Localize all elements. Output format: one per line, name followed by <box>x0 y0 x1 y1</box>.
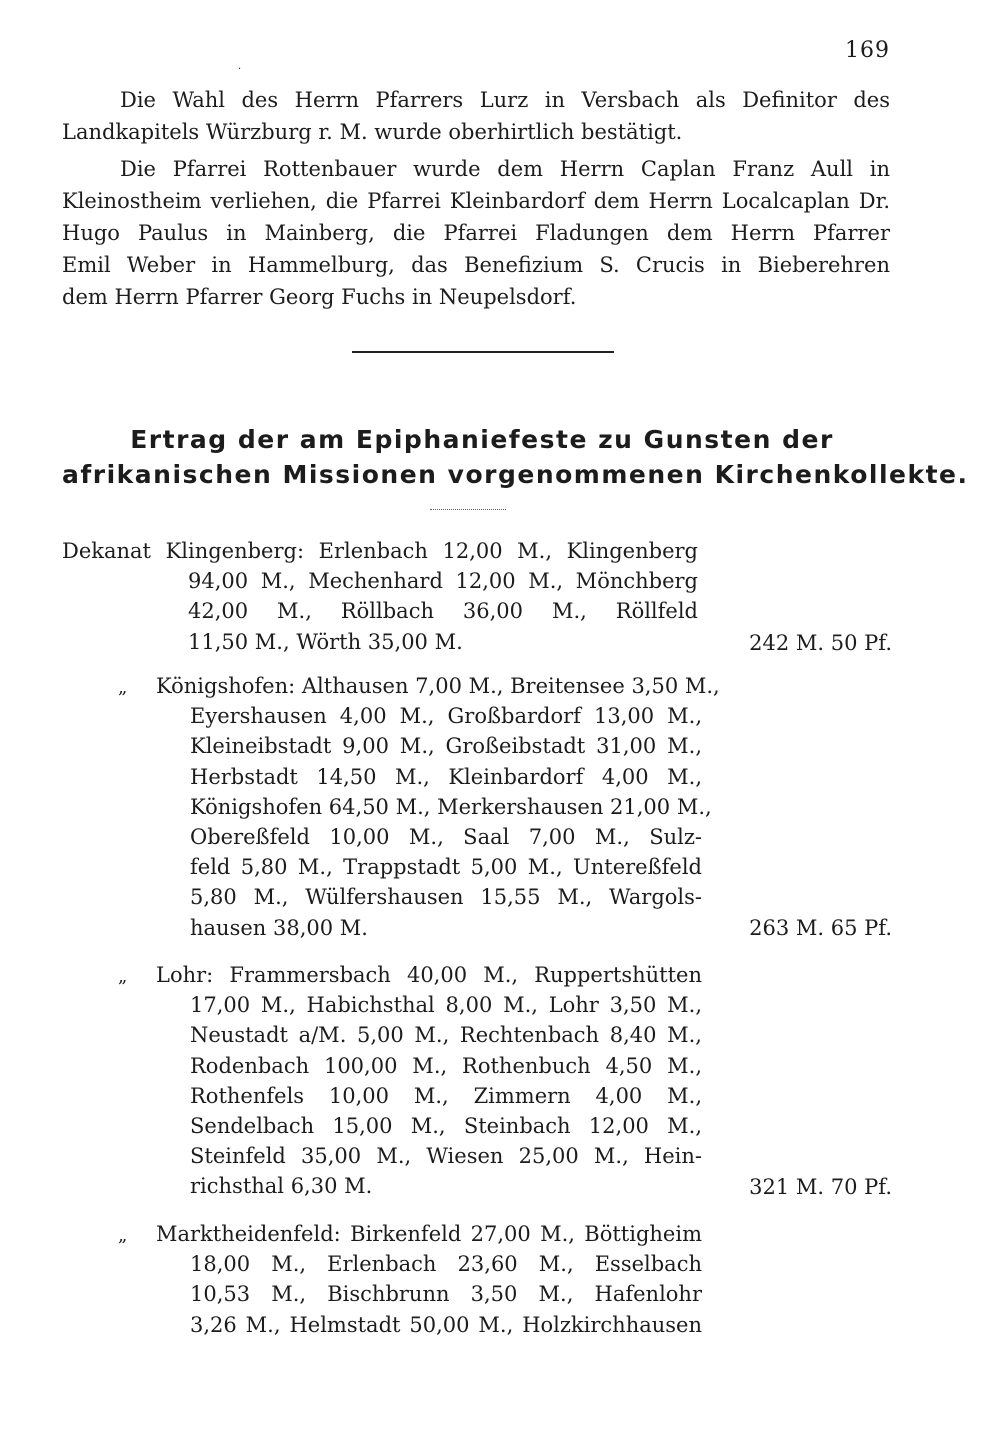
text-line: Kleinostheim verliehen, die Pfarrei Kleinbardorf dem Herrn Localcaplan Dr. <box>62 189 890 213</box>
entry-line: Marktheidenfeld: Birkenfeld 27,00 M., Böttigheim <box>156 1222 702 1246</box>
entry-line: hausen 38,00 M. <box>190 915 368 940</box>
entry-total: 263 M. 65 Pf. <box>749 916 892 940</box>
ditto-mark: „ <box>118 677 128 698</box>
entry-line: Steinfeld 35,00 M., Wiesen 25,00 M., Hein- <box>190 1144 702 1169</box>
entry-line: 10,53 M., Bischbrunn 3,50 M., Hafenlohr <box>190 1282 702 1307</box>
entry-line: Sendelbach 15,00 M., Steinbach 12,00 M., <box>190 1114 702 1139</box>
entry-lines <box>62 536 698 657</box>
entry-line: Königshofen 64,50 M., Merkershausen 21,00 M., <box>190 794 712 819</box>
entry-line: 18,00 M., Erlenbach 23,60 M., Esselbach <box>190 1252 702 1277</box>
entry-line: Königshofen: Althausen 7,00 M., Breitensee 3,50 M., <box>156 674 720 698</box>
entry-line: richsthal 6,30 M. <box>190 1174 373 1199</box>
entry-line: Neustadt a/M. 5,00 M., Rechtenbach 8,40 M., <box>190 1023 702 1048</box>
entry-line: 94,00 M., Mechenhard 12,00 M., Mönchberg <box>188 569 698 594</box>
paragraph-definitor <box>62 84 890 148</box>
page-number: 169 <box>845 38 890 63</box>
text-line: Hugo Paulus in Mainberg, die Pfarrei Fladungen dem Herrn Pfarrer <box>62 221 890 245</box>
ditto-mark: „ <box>118 1225 128 1246</box>
ditto-mark: „ <box>118 966 128 987</box>
heading-underline <box>430 509 506 510</box>
entry-lines <box>156 960 702 1202</box>
entry-line: feld 5,80 M., Trappstadt 5,00 M., Untereßfeld <box>190 855 702 880</box>
text-line: Landkapitels Würzburg r. M. wurde oberhirtlich bestätigt. <box>62 120 683 144</box>
entry-line: Eyershausen 4,00 M., Großbardorf 13,00 M., <box>190 704 702 729</box>
section-heading-line-2: afrikanischen Missionen vorgenommenen Kirchenkollekte. <box>62 460 969 489</box>
entry-total: 321 M. 70 Pf. <box>749 1175 892 1199</box>
entry-line: 3,26 M., Helmstadt 50,00 M., Holzkirchhausen <box>190 1312 702 1337</box>
entry-line: 42,00 M., Röllbach 36,00 M., Röllfeld <box>188 599 698 624</box>
entry-line: Lohr: Frammersbach 40,00 M., Ruppertshütten <box>156 963 702 987</box>
section-heading-line-1: Ertrag der am Epiphaniefeste zu Gunsten der <box>130 425 834 454</box>
entry-line: 11,50 M., Wörth 35,00 M. <box>188 629 463 654</box>
text-line: dem Herrn Pfarrer Georg Fuchs in Neupelsdorf. <box>62 285 577 309</box>
section-divider <box>352 351 614 353</box>
text-line: Die Wahl des Herrn Pfarrers Lurz in Versbach als Definitor des <box>120 88 890 112</box>
entry-line: 5,80 M., Wülfershausen 15,55 M., Wargols- <box>190 885 702 910</box>
entry-total: 242 M. 50 Pf. <box>749 631 892 655</box>
entry-lines <box>156 671 720 943</box>
text-line: Emil Weber in Hammelburg, das Benefizium S. Crucis in Bieberehren <box>62 253 890 277</box>
text-line: Die Pfarrei Rottenbauer wurde dem Herrn Caplan Franz Aull in <box>120 157 890 181</box>
entry-line: 17,00 M., Habichsthal 8,00 M., Lohr 3,50 M., <box>190 993 702 1018</box>
entry-line: Rothenfels 10,00 M., Zimmern 4,00 M., <box>190 1083 702 1108</box>
entry-line: Obereßfeld 10,00 M., Saal 7,00 M., Sulz- <box>190 825 702 850</box>
entry-line: Kleineibstadt 9,00 M., Großeibstadt 31,00 M., <box>190 734 702 759</box>
entry-line: Dekanat Klingenberg: Erlenbach 12,00 M., Klingenberg <box>62 539 698 563</box>
entry-lines <box>156 1219 702 1340</box>
entry-line: Herbstadt 14,50 M., Kleinbardorf 4,00 M., <box>190 764 702 789</box>
entry-line: Rodenbach 100,00 M., Rothenbuch 4,50 M., <box>190 1053 702 1078</box>
print-speck: · <box>238 64 242 75</box>
paragraph-pfarreien <box>62 153 890 313</box>
